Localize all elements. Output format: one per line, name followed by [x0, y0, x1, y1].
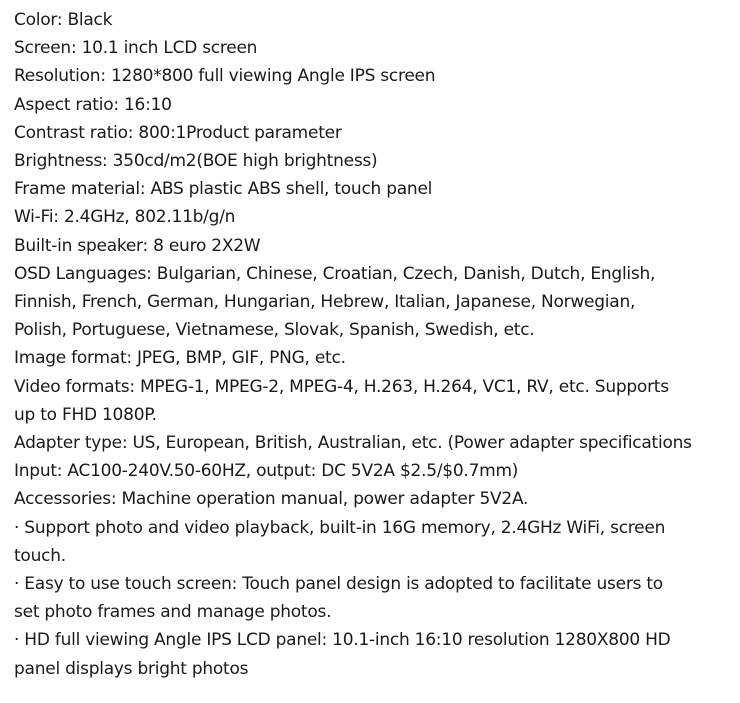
spec-line-resolution: Resolution: 1280*800 full viewing Angle IPS screen — [14, 66, 436, 87]
spec-line-adapter-input: Input: AC100-240V.50-60HZ, output: DC 5V2A $2.5/$0.7mm) — [14, 461, 519, 482]
spec-line-screen: Screen: 10.1 inch LCD screen — [14, 38, 258, 59]
spec-line-osd-languages: OSD Languages: Bulgarian, Chinese, Croatian, Czech, Danish, Dutch, English, — [14, 263, 656, 284]
feature-bullet-touch-screen: · Easy to use touch screen: Touch panel design is adopted to facilitate users to — [14, 574, 663, 595]
spec-line-video-formats-cont: up to FHD 1080P. — [14, 404, 157, 425]
spec-line-brightness: Brightness: 350cd/m2(BOE high brightness) — [14, 151, 378, 172]
spec-line-image-format: Image format: JPEG, BMP, GIF, PNG, etc. — [14, 348, 346, 369]
spec-line-adapter-type: Adapter type: US, European, British, Australian, etc. (Power adapter specifications — [14, 433, 692, 454]
spec-line-contrast-ratio: Contrast ratio: 800:1Product parameter — [14, 122, 342, 143]
spec-line-accessories: Accessories: Machine operation manual, power adapter 5V2A. — [14, 489, 529, 510]
feature-bullet-ips-panel: · HD full viewing Angle IPS LCD panel: 10.1-inch 16:10 resolution 1280X800 HD — [14, 630, 671, 651]
spec-line-color: Color: Black — [14, 10, 113, 30]
spec-line-osd-languages-cont-1: Finnish, French, German, Hungarian, Hebrew, Italian, Japanese, Norwegian, — [14, 292, 636, 313]
spec-line-frame-material: Frame material: ABS plastic ABS shell, touch panel — [14, 179, 433, 200]
spec-line-video-formats: Video formats: MPEG-1, MPEG-2, MPEG-4, H.263, H.264, VC1, RV, etc. Supports — [14, 376, 669, 397]
feature-bullet-playback-cont: touch. — [14, 545, 66, 566]
feature-bullet-ips-panel-cont: panel displays bright photos — [14, 658, 249, 679]
spec-line-wifi: Wi-Fi: 2.4GHz, 802.11b/g/n — [14, 207, 236, 228]
feature-bullet-playback: · Support photo and video playback, built-in 16G memory, 2.4GHz WiFi, screen — [14, 517, 666, 538]
spec-line-speaker: Built-in speaker: 8 euro 2X2W — [14, 235, 261, 256]
feature-bullet-touch-screen-cont: set photo frames and manage photos. — [14, 602, 332, 623]
spec-line-osd-languages-cont-2: Polish, Portuguese, Vietnamese, Slovak, Spanish, Swedish, etc. — [14, 320, 535, 341]
spec-line-aspect-ratio: Aspect ratio: 16:10 — [14, 94, 172, 115]
product-spec-text — [14, 6, 738, 683]
